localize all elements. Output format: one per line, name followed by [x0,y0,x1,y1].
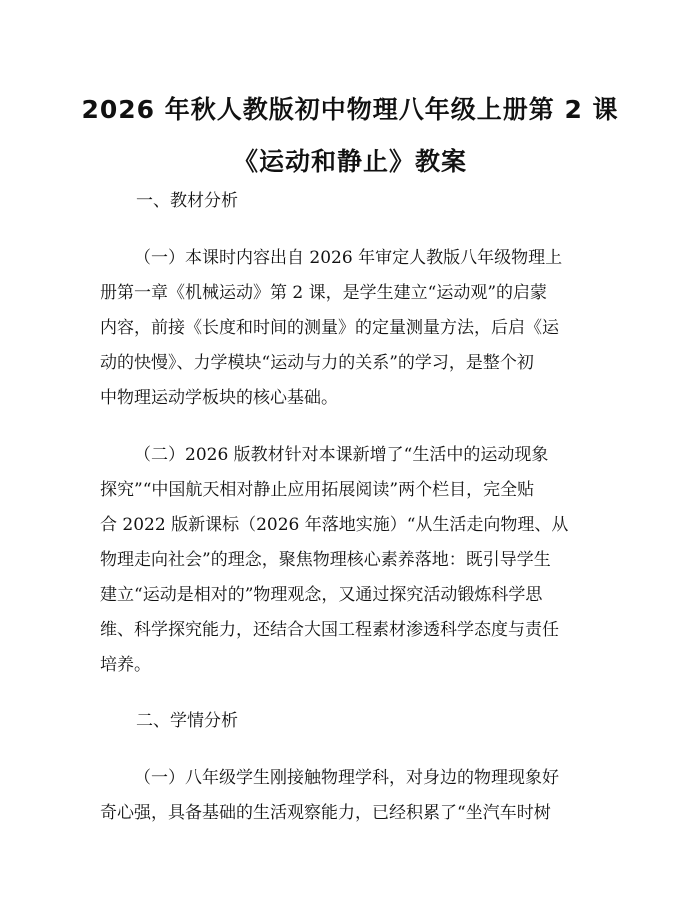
title-line-2: 《运动和静止》教案 [232,147,467,176]
text-line: 培养。 [100,655,151,675]
section-heading-learner-analysis: 二、学情分析 [136,711,238,731]
text-line: 探究”“中国航天相对静止应用拓展阅读”两个栏目，完全贴 [100,480,535,500]
document-body [100,185,600,853]
text-line: 内容，前接《长度和时间的测量》的定量测量方法，后启《运 [100,318,559,338]
text-line: （一）本课时内容出自 2026 年审定人教版八年级物理上 [134,248,563,268]
document-title [40,84,660,188]
text-line: （一）八年级学生刚接触物理学科，对身边的物理现象好 [134,768,559,788]
paragraph-material-1 [100,241,600,416]
title-line-1: 2026 年秋人教版初中物理八年级上册第 2 课 [81,95,619,124]
text-line: 册第一章《机械运动》第 2 课，是学生建立“运动观”的启蒙 [100,283,548,303]
text-line: 建立“运动是相对的”物理观念，又通过探究活动锻炼科学思 [100,585,543,605]
text-line: 奇心强，具备基础的生活观察能力，已经积累了“坐汽车时树 [100,803,551,823]
paragraph-material-2 [100,438,600,683]
text-line: 中物理运动学板块的核心基础。 [100,388,338,408]
text-line: （二）2026 版教材针对本课新增了“生活中的运动现象 [134,445,549,465]
paragraph-learner-1 [100,761,600,831]
text-line: 动的快慢》、力学模块“运动与力的关系”的学习，是整个初 [100,353,534,373]
text-line: 维、科学探究能力，还结合大国工程素材渗透科学态度与责任 [100,620,559,640]
text-line: 物理走向社会”的理念，聚焦物理核心素养落地：既引导学生 [100,550,551,570]
section-heading-teaching-material: 一、教材分析 [136,191,238,211]
text-line: 合 2022 版新课标（2026 年落地实施）“从生活走向物理、从 [100,515,569,535]
